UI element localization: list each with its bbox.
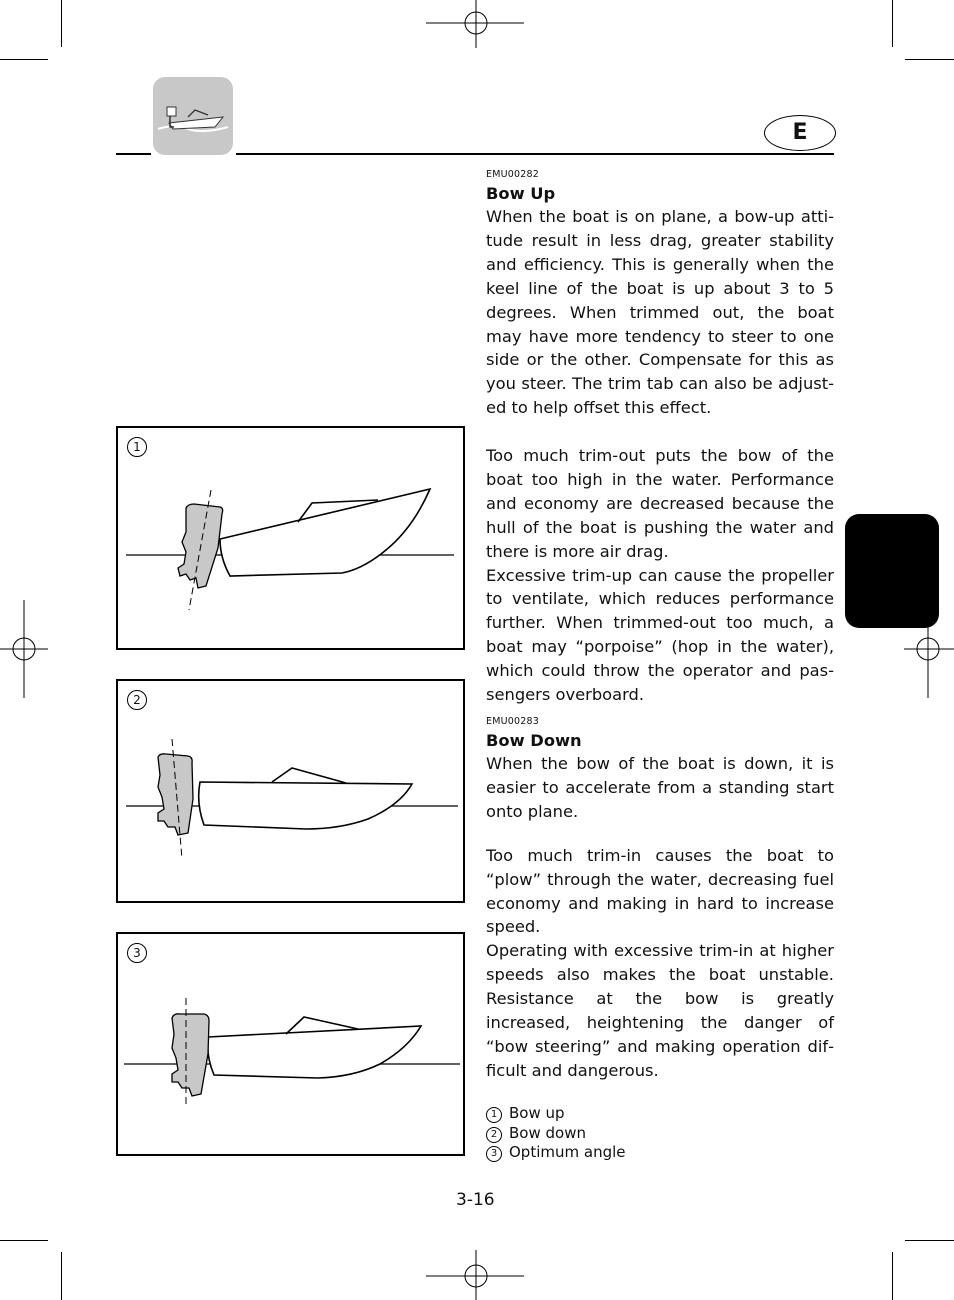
legend-number: 2 bbox=[486, 1127, 502, 1143]
registration-mark-bottom bbox=[426, 1250, 526, 1300]
section-code: EMU00283 bbox=[486, 716, 539, 727]
page-number: 3-16 bbox=[456, 1190, 495, 1210]
figure-number: 2 bbox=[127, 690, 147, 710]
registration-mark-left bbox=[0, 600, 50, 700]
section-bow-up bbox=[486, 168, 834, 707]
header-rule-left bbox=[116, 153, 151, 155]
legend-item bbox=[486, 1124, 626, 1144]
figure-bow-down bbox=[116, 679, 465, 903]
section-title: Bow Down bbox=[486, 731, 582, 750]
figure-number: 3 bbox=[127, 943, 147, 963]
legend-label: Optimum angle bbox=[509, 1143, 626, 1162]
figure-optimum-angle bbox=[116, 932, 465, 1156]
legend-item bbox=[486, 1104, 626, 1124]
paragraph: Operating with excessive trim-in at higher speeds also makes the boat unstable. Resistance at the bow is greatly increased, heightening the danger of “bow steering” and making operation difficult and dangerous. bbox=[486, 941, 834, 1080]
figure-number: 1 bbox=[127, 437, 147, 457]
section-badge bbox=[153, 77, 233, 155]
legend-number: 1 bbox=[486, 1107, 502, 1123]
header-rule-right bbox=[236, 153, 834, 155]
paragraph: When the boat is on plane, a bow-up attitude result in less drag, greater stability and efficiency. This is generally when the keel line of the boat is up about 3 to 5 degrees. When trimmed out, the boat may have more tendency to steer to one side or the other. Compensate for this as you steer. The trim tab can also be adjusted to help offset this effect. bbox=[486, 207, 834, 418]
chapter-tab bbox=[845, 514, 939, 628]
paragraph: Too much trim-in causes the boat to “plow” through the water, decreasing fuel economy and making in hard to increase speed. bbox=[486, 845, 834, 937]
registration-mark-top bbox=[426, 0, 526, 50]
boat-bow-down-illustration bbox=[118, 681, 463, 901]
figure-bow-up bbox=[116, 426, 465, 650]
section-bow-down bbox=[486, 715, 834, 1083]
figure-legend bbox=[486, 1104, 626, 1163]
boat-optimum-angle-illustration bbox=[118, 934, 463, 1154]
boat-outboard-icon bbox=[153, 77, 233, 155]
paragraph: Too much trim-out puts the bow of the boat too high in the water. Performance and economy are decreased because the hull of the boat is pushing the water and there is more air drag. bbox=[486, 446, 834, 561]
boat-bow-up-illustration bbox=[118, 428, 463, 648]
language-badge: E bbox=[764, 115, 836, 151]
legend-number: 3 bbox=[486, 1146, 502, 1162]
paragraph: When the bow of the boat is down, it is easier to accelerate from a standing start onto plane. bbox=[486, 754, 834, 821]
section-code: EMU00282 bbox=[486, 169, 539, 180]
section-title: Bow Up bbox=[486, 184, 556, 203]
legend-item bbox=[486, 1143, 626, 1163]
paragraph: Excessive trim-up can cause the propeller to ventilate, which reduces performance further. When trimmed-out too much, a boat may “porpoise” (hop in the water), which could throw the operator and passengers overboard. bbox=[486, 565, 834, 705]
legend-label: Bow up bbox=[509, 1104, 565, 1122]
legend-label: Bow down bbox=[509, 1123, 586, 1142]
